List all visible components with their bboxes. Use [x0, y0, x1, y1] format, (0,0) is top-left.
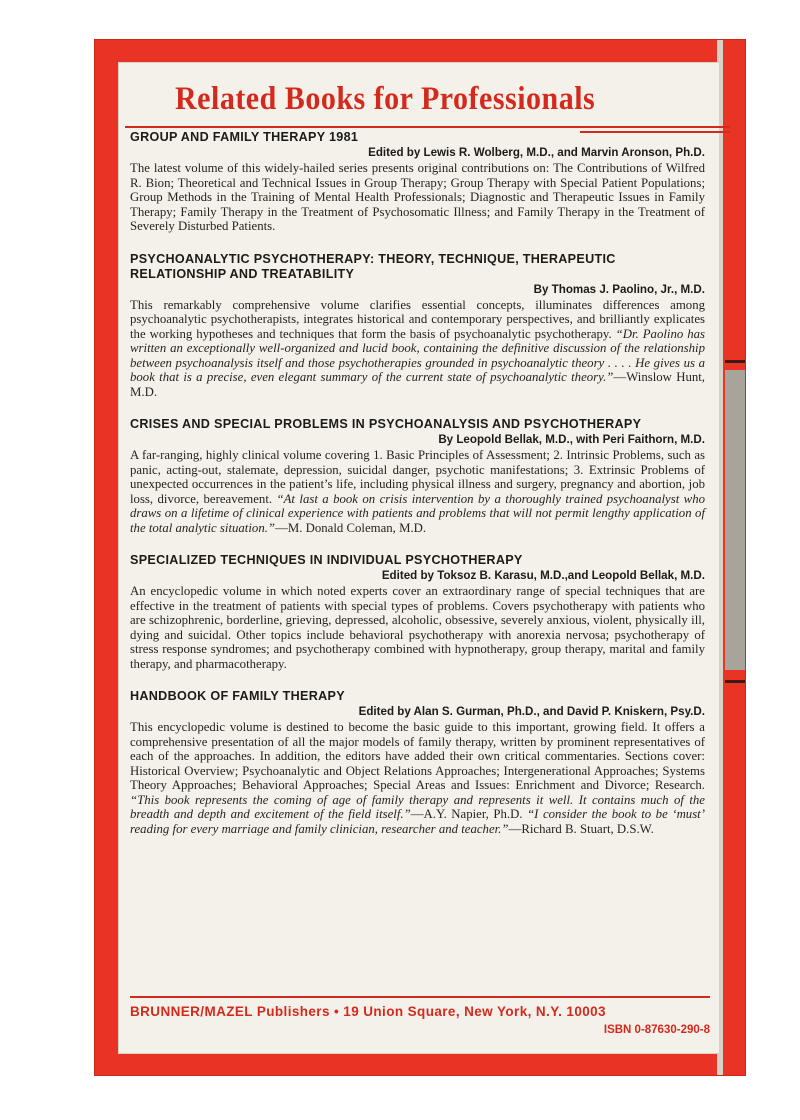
book-description	[130, 584, 705, 671]
book-byline: By Leopold Bellak, M.D., with Peri Faithorn, M.D.	[438, 433, 705, 446]
review-quote: “At last a book on crisis intervention by a thoroughly trained psychoanalyst who draws on a lifetime of clinical experience with patients and problems that will not permit lengthy application of the total analytic situation.”	[130, 491, 706, 535]
quote-author: —Winslow Hunt, M.D.	[130, 370, 705, 399]
book-title: HANDBOOK OF FAMILY THERAPY	[130, 689, 345, 703]
book-description	[130, 161, 705, 234]
spine-dark-line	[725, 680, 745, 683]
quote-author: —M. Donald Coleman, M.D.	[275, 520, 427, 535]
description-text: The latest volume of this widely-hailed series presents original contributions on: The Contributions of Wilfred R. Bion; Theoretical and Technical Issues in Group Therapy; Group Therapy with Special Patient Populations; Group Methods in the Training of Mental Health Professionals; Diagnostic and Therapeutic Issues in Family Therapy; Family Therapy in the Treatment of Psychosomatic Illness; and Family Therapy in the Treatment of Severely Disturbed Patients.	[130, 161, 705, 233]
book-title: PSYCHOANALYTIC PSYCHOTHERAPY: THEORY, TECHNIQUE, THERAPEUTIC RELATIONSHIP AND TREATABILITY	[130, 251, 616, 281]
book-byline: Edited by Alan S. Gurman, Ph.D., and David P. Kniskern, Psy.D.	[358, 705, 705, 718]
book-title: SPECIALIZED TECHNIQUES IN INDIVIDUAL PSYCHOTHERAPY	[130, 553, 523, 567]
description-text: A far-ranging, highly clinical volume covering 1. Basic Principles of Assessment; 2. Intrinsic Problems, such as panic, acting-out, stalemate, depression, suicidal danger, psychotic manifestations; 3. Extrinsic Problems of unexpected occurrences in the patient’s life, including physical illness and surgery, pregnancy and abortion, job loss, divorce, bereavement.	[130, 448, 705, 506]
review-quote: “I consider the book to be ‘must’ reading for every marriage and family clinician, researcher and teacher.”	[130, 807, 706, 836]
description-text: This remarkably comprehensive volume clarifies essential concepts, illuminates differences among psychoanalytic psychotherapists, integrates historical and contemporary perspectives, and brilliantly explicates the working hypotheses and techniques that form the basis of psychoanalytic psychotherapy.	[130, 297, 705, 341]
book-entry	[130, 553, 705, 671]
spine-dark-line	[725, 360, 745, 363]
book-entry	[130, 252, 705, 400]
description-text: An encyclopedic volume in which noted experts cover an extraordinary range of special techniques that are effective in the treatment of patients with special types of problems. Covers psychotherapy with patients who are schizophrenic, borderline, grieving, depressed, alcoholic, obsessive, severely anxious, violent, physically ill, dying and suicidal. Other topics include behavioral psychotherapy with anorexia nervosa; psychotherapy of stress response syndromes; and psychotherapy combined with hypnotherapy, group therapy, marital and family therapy, and pharmacotherapy.	[130, 584, 705, 671]
book-title: GROUP AND FAMILY THERAPY 1981	[130, 130, 359, 144]
book-byline: By Thomas J. Paolino, Jr., M.D.	[533, 282, 705, 296]
title-rule-top	[125, 126, 730, 128]
description-text: This encyclopedic volume is destined to become the basic guide to this important, growing field. It offers a comprehensive presentation of all the major models of family therapy, written by prominent representatives of each of the approaches. In addition, the editors have added their own critical commentaries. Sections cover: Historical Overview; Psychoanalytic and Object Relations Approaches; Intergenerational Approaches; Systems Theory Approaches; Behavioral Approaches; Special Areas and Issues: Enrichment and Divorce; Research.	[130, 720, 705, 792]
page-title: Related Books for Professionals	[175, 80, 596, 117]
spine-gray-band	[725, 370, 745, 670]
book-title: CRISES AND SPECIAL PROBLEMS IN PSYCHOANALYSIS AND PSYCHOTHERAPY	[130, 417, 642, 431]
review-quote: “Dr. Paolino has written an exceptionally well-organized and lucid book, containing the definitive discussion of the relationship between psychoanalysis itself and those psychotherapies grounded in psychoanalytic theory . . . . He gives us a book that is a precise, even elegant summary of the current state of psychoanalytic theory.”	[130, 326, 705, 384]
book-description	[130, 298, 705, 400]
isbn: ISBN 0-87630-290-8	[603, 1024, 710, 1036]
book-entry	[130, 130, 705, 234]
quote-author: —Richard B. Stuart, D.S.W.	[508, 821, 654, 836]
book-entry	[130, 689, 705, 836]
jacket-spine-edge	[717, 40, 745, 1075]
book-entry	[130, 417, 705, 535]
publisher-line: BRUNNER/MAZEL Publishers • 19 Union Square, New York, N.Y. 10003	[130, 1004, 606, 1019]
quote-author: —A.Y. Napier, Ph.D.	[410, 807, 528, 821]
footer-rule	[130, 996, 710, 998]
book-list	[130, 130, 705, 854]
book-byline: Edited by Toksoz B. Karasu, M.D.,and Leopold Bellak, M.D.	[381, 569, 705, 582]
review-quote: “This book represents the coming of age of family therapy and represents it well. It contains much of the breadth and depth and excitement of the field itself.”	[130, 792, 705, 821]
book-description	[130, 448, 705, 535]
book-byline: Edited by Lewis R. Wolberg, M.D., and Marvin Aronson, Ph.D.	[368, 146, 705, 159]
book-description	[130, 720, 705, 836]
